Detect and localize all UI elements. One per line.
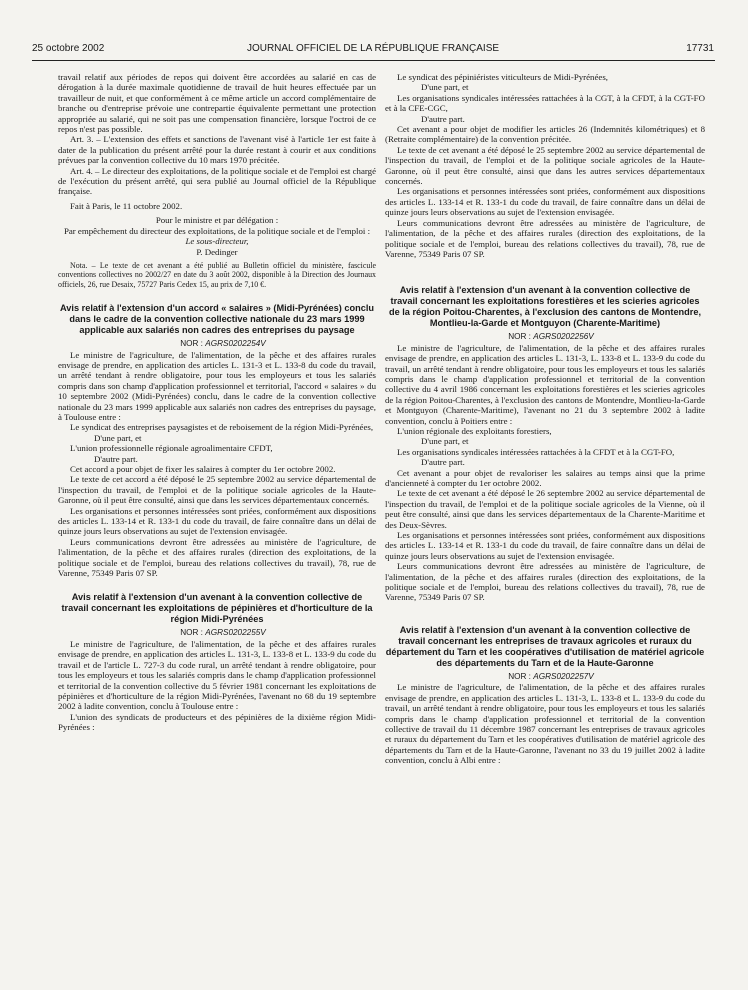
right-column [385, 72, 705, 766]
paragraph: Les organisations et personnes intéressées sont priées, conformément aux dispositions des articles L. 133-14 et R. 133-1 du code du travail, de faire connaître dans un délai de quinze jours leurs observations au sujet de l'extension envisagée. [385, 186, 705, 218]
paragraph: Les organisations et personnes intéressées sont priées, conformément aux dispositions des articles L. 133-14 et R. 133-1 du code du travail, de faire connaître dans un délai de quinze jours leurs observations au sujet de l'extension envisagée. [58, 505, 376, 537]
signature-name: P. Dedinger [196, 246, 238, 257]
paragraph: Le texte de cet avenant a été déposé le 25 septembre 2002 au service départemental de l'inspection du travail, de l'emploi et de la politique sociale agricoles de la Haute-Garonne, où il peut être consulté, ainsi que dans les autres services départementaux concernés. [385, 144, 705, 187]
notice-title: Avis relatif à l'extension d'un avenant à la convention collective de travail concernant les entreprises de travaux agricoles et ruraux du département du Tarn et les coopératives d'utilisation de matériel agricole des départements du Tarn et de la Haute-Garonne [385, 624, 705, 668]
header-page-number: 17731 [686, 43, 714, 54]
paragraph: L'union professionnelle régionale agroalimentaire CFDT, [70, 443, 273, 454]
signature-line: Pour le ministre et par délégation : [155, 215, 279, 226]
signature-title: Le sous-directeur, [185, 236, 249, 247]
nor-label: NOR : [180, 339, 203, 349]
signature-place-date: Fait à Paris, le 11 octobre 2002. [70, 200, 183, 211]
header-rule [32, 60, 715, 61]
paragraph: Le texte de cet avenant a été déposé le 26 septembre 2002 au service départemental de l'inspection du travail, de l'emploi et de la politique sociale agricoles de la Vienne, où il peut être consulté, ainsi que dans les services départementaux de la Charente-Maritime et des Deux-Sèvres. [385, 488, 705, 530]
nota-note: Nota. – Le texte de cet avenant a été publié au Bulletin officiel du ministère, fascicule conventions collectives no 2002/27 en date du 3 août 2002, disponible à la Direction des Journaux officiels, 26, rue Desaix, 75727 Paris Cedex 15, au prix de 7,10 €. [58, 260, 376, 289]
paragraph: D'autre part. [421, 113, 465, 124]
paragraph: Cet avenant a pour objet de modifier les articles 26 (Indemnités kilométriques) et 8 (Retraite complémentaire) de la convention précitée. [385, 124, 705, 145]
paragraph: Le ministre de l'agriculture, de l'alimentation, de la pêche et des affaires rurales envisage de prendre, en application des articles L. 131-3, L. 133-8 et L. 133-9 du code du travail, un arrêté tendant à rendre obligatoire, pour tous les employeurs et tous les salariés compris dans le champ d'application professionnel et territorial de la convention collective de travail du 11 décembre 1987 concernant les entreprises de travaux agricoles et ruraux du département du Tarn et les coopératives d'utilisation de matériel agricole des départements du Tarn et de la Haute-Garonne, l'avenant no 33 du 19 juillet 2002 à ladite convention, conclu à Albi entre : [385, 682, 705, 766]
paragraph: Les organisations et personnes intéressées sont priées, conformément aux dispositions des articles L. 133-14 et R. 133-1 du code du travail, de faire connaître dans un délai de quinze jours leurs observations au sujet de l'extension envisagée. [385, 530, 705, 561]
article-3: Art. 3. – L'extension des effets et sanctions de l'avenant visé à l'article 1er est faite à dater de la publication du présent arrêté pour la durée restant à courir et aux conditions prévues par la convention collective du 10 mars 1970 précitée. [58, 134, 376, 166]
nor-code: AGRS0202254V [205, 339, 266, 349]
paragraph: D'une part, et [421, 436, 469, 447]
signature-line: Par empêchement du directeur des exploitations, de la politique sociale et de l'emploi : [63, 225, 371, 236]
nor-code: AGRS0202256V [533, 332, 594, 342]
nor-label: NOR : [508, 332, 531, 342]
paragraph: Cet avenant a pour objet de revaloriser les salaires au temps ainsi que la prime d'ancienneté à compter du 1er octobre 2002. [385, 467, 705, 488]
header-date: 25 octobre 2002 [32, 43, 105, 54]
paragraph: Le ministre de l'agriculture, de l'alimentation, de la pêche et des affaires rurales envisage de prendre, en application des articles L. 131-3, L. 133-8 et L. 133-9 du code du travail, un arrêté tendant à rendre obligatoire, pour tous les employeurs et tous les salariés compris dans le champ d'application professionnel et territorial de la convention collective du 4 avril 1986 concernant les exploitations forestières et les scieries agricoles de la région Poitou-Charentes, à l'exclusion des cantons de Montendre, Montlieu-la-Garde et Montguyon (Charente-Maritime), l'avenant no 21 du 3 septembre 2002 à ladite convention, conclu à Poitiers entre : [385, 342, 705, 426]
notice-title: Avis relatif à l'extension d'un avenant à la convention collective de travail concernant les exploitations de pépinières et d'horticulture de la région Midi-Pyrénées [61, 592, 373, 625]
nor-reference [58, 628, 376, 638]
article-4: Art. 4. – Le directeur des exploitations, de la politique sociale et de l'emploi est chargé de l'exécution du présent arrêté, qui sera publié au Journal officiel de la République française. [58, 165, 376, 197]
paragraph: travail relatif aux périodes de repos qui doivent être accordées au salarié en cas de dérogation à la durée maximale quotidienne de travail de huit heures effectuée par un travailleur de nuit, et que conformément à ce même article un accord complémentaire de branche ou d'entreprise prévoie une contrepartie équivalente permettant une protection appropriée au salarié, qui ne soit pas une compensation financière, lorsque l'octroi de ce repos n'est pas possible. [58, 72, 376, 135]
notice-title: Avis relatif à l'extension d'un avenant à la convention collective de travail concernant les exploitations forestières et les scieries agricoles de la région Poitou-Charentes, à l'exclusion des cantons de Montendre, Montlieu-la-Garde et Montguyon (Charente-Maritime) [388, 285, 702, 329]
notice-title: Avis relatif à l'extension d'un accord « salaires » (Midi-Pyrénées) conclu dans le cadre de la convention collective nationale du 23 mars 1999 applicable aux salariés non cadres des entreprises du paysage [60, 303, 374, 336]
paragraph: Cet accord a pour objet de fixer les salaires à compter du 1er octobre 2002. [70, 464, 336, 474]
nor-reference [385, 332, 705, 342]
paragraph: Le syndicat des entreprises paysagistes et de reboisement de la région Midi-Pyrénées, [70, 422, 374, 433]
nor-reference [385, 672, 705, 682]
paragraph: Le ministre de l'agriculture, de l'alimentation, de la pêche et des affaires rurales envisage de prendre, en application des articles L. 131-3 et L. 133-8 du code du travail, un arrêté tendant à rendre obligatoire, pour tous les employeurs et tous les salariés compris dans son champ d'application professionnel et territorial, l'accord « salaires » du 10 septembre 2002 (Midi-Pyrénées) conclu, dans le cadre de la convention collective nationale du 23 mars 1999 applicable aux salariés non cadres des entreprises du paysage, à Toulouse entre : [58, 349, 376, 422]
paragraph: D'autre part. [94, 453, 138, 464]
paragraph: Leurs communications devront être adressées au ministère de l'agriculture, de l'alimentation, de la pêche et des affaires rurales (direction des exploitations, de la politique sociale et de l'emploi, bureau des relations collectives du travail), 78, rue de Varenne, 75349 Paris 07 SP. [385, 217, 705, 259]
nor-code: AGRS0202257V [533, 671, 594, 681]
nor-label: NOR : [508, 671, 531, 681]
paragraph: Les organisations syndicales intéressées rattachées à la CFDT et à la CGT-FO, [397, 446, 675, 457]
left-column [58, 72, 376, 733]
paragraph: L'union régionale des exploitants forestiers, [397, 425, 552, 436]
paragraph: Le ministre de l'agriculture, de l'alimentation, de la pêche et des affaires rurales envisage de prendre, en application des articles L. 131-3, L. 133-8 et L. 133-9 du code du travail et de l'article L. 727-3 du code rural, un arrêté tendant à rendre obligatoire, pour tous les employeurs et tous les salariés compris dans le champ d'application professionnel et territorial de la convention collective du 5 février 1981 concernant les exploitations de pépinières et d'horticulture de la région Midi-Pyrénées, l'avenant no 68 du 19 septembre 2002 à ladite convention, conclu à Toulouse entre : [58, 638, 376, 712]
paragraph: D'une part, et [421, 82, 469, 93]
paragraph: Leurs communications devront être adressées au ministère de l'agriculture, de l'alimentation, de la pêche et des affaires rurales (direction des exploitations, de la politique sociale et de l'emploi, bureau des relations collectives du travail), 78, rue de Varenne, 75349 Paris 07 SP. [385, 561, 705, 603]
nor-reference [58, 339, 376, 349]
header-journal-title: JOURNAL OFFICIEL DE LA RÉPUBLIQUE FRANÇAISE [246, 43, 500, 54]
paragraph: D'une part, et [94, 432, 142, 443]
paragraph: Le texte de cet accord a été déposé le 25 septembre 2002 au service départemental de l'inspection du travail, de l'emploi et de la politique sociale agricoles de la Haute-Garonne, où il peut être consulté, ainsi que dans les services départementaux concernés. [58, 474, 376, 506]
paragraph: L'union des syndicats de producteurs et des pépinières de la dixième région Midi-Pyrénées : [58, 711, 376, 733]
paragraph: Les organisations syndicales intéressées rattachées à la CGT, à la CFDT, à la CGT-FO et à la CFE-CGC, [385, 92, 705, 114]
paragraph: Le syndicat des pépiniéristes viticulteurs de Midi-Pyrénées, [397, 72, 608, 82]
paragraph: D'autre part. [421, 457, 465, 468]
nor-label: NOR : [180, 628, 203, 638]
nor-code: AGRS0202255V [205, 628, 266, 638]
page-header [32, 43, 714, 61]
paragraph: Leurs communications devront être adressées au ministère de l'agriculture, de l'alimentation, de la pêche et des affaires rurales (direction des exploitations, de la politique sociale et de l'emploi, bureau des relations collectives du travail), 78, rue de Varenne, 75349 Paris 07 SP. [58, 536, 376, 579]
